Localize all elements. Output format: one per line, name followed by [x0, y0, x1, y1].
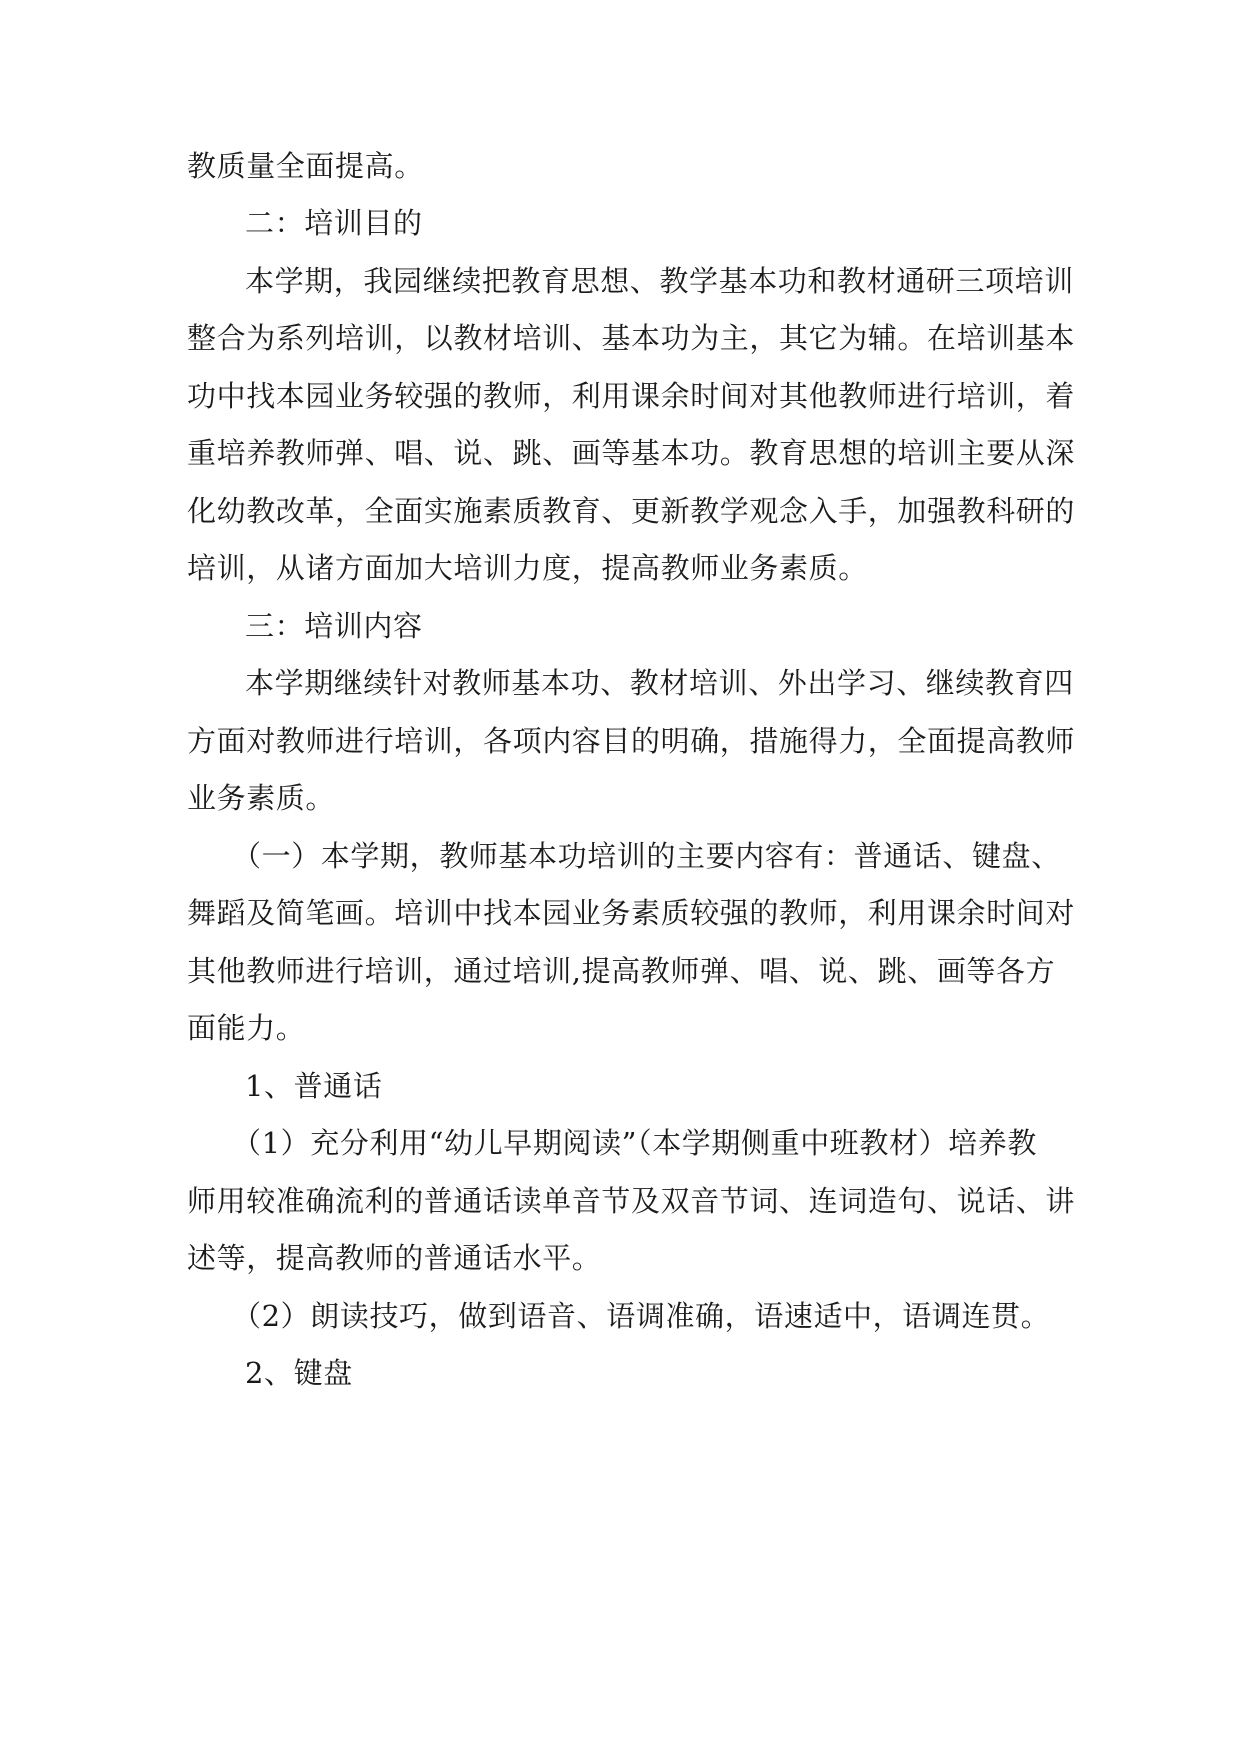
- paragraph-line: 面能力。: [187, 1011, 306, 1045]
- paragraph-line: （一）本学期，教师基本功培训的主要内容有：普通话、键盘、: [232, 839, 1061, 873]
- section-heading: 三：培训内容: [245, 609, 423, 643]
- paragraph-line: 本学期，我园继续把教育思想、教学基本功和教材通研三项培训: [245, 264, 1074, 298]
- paragraph-line: 教质量全面提高。: [187, 149, 424, 183]
- paragraph-line: 方面对教师进行培训，各项内容目的明确，措施得力，全面提高教师: [187, 724, 1076, 758]
- paragraph-line: 述等，提高教师的普通话水平。: [187, 1241, 602, 1275]
- paragraph-line: 整合为系列培训，以教材培训、基本功为主，其它为辅。在培训基本: [187, 321, 1076, 355]
- subsection-heading: 2、键盘: [245, 1356, 353, 1390]
- paragraph-line: 师用较准确流利的普通话读单音节及双音节词、连词造句、说话、讲: [187, 1184, 1076, 1218]
- section-heading: 二：培训目的: [245, 206, 423, 240]
- paragraph-line: 功中找本园业务较强的教师，利用课余时间对其他教师进行培训，着: [187, 379, 1076, 413]
- paragraph-line: 其他教师进行培训，通过培训,提高教师弹、唱、说、跳、画等各方: [187, 954, 1056, 988]
- paragraph-line: （2）朗读技巧，做到语音、语调准确，语速适中，语调连贯。: [232, 1299, 1051, 1333]
- paragraph-line: 业务素质。: [187, 781, 336, 815]
- paragraph-line: 舞蹈及简笔画。培训中找本园业务素质较强的教师，利用课余时间对: [187, 896, 1076, 930]
- paragraph-line: （1）充分利用“幼儿早期阅读”（本学期侧重中班教材）培养教: [232, 1126, 1038, 1160]
- paragraph-line: 重培养教师弹、唱、说、跳、画等基本功。教育思想的培训主要从深: [187, 436, 1076, 470]
- paragraph-line: 培训，从诸方面加大培训力度，提高教师业务素质。: [187, 551, 868, 585]
- paragraph-line: 本学期继续针对教师基本功、教材培训、外出学习、继续教育四: [245, 666, 1074, 700]
- paragraph-line: 化幼教改革，全面实施素质教育、更新教学观念入手，加强教科研的: [187, 494, 1076, 528]
- subsection-heading: 1、普通话: [245, 1069, 383, 1103]
